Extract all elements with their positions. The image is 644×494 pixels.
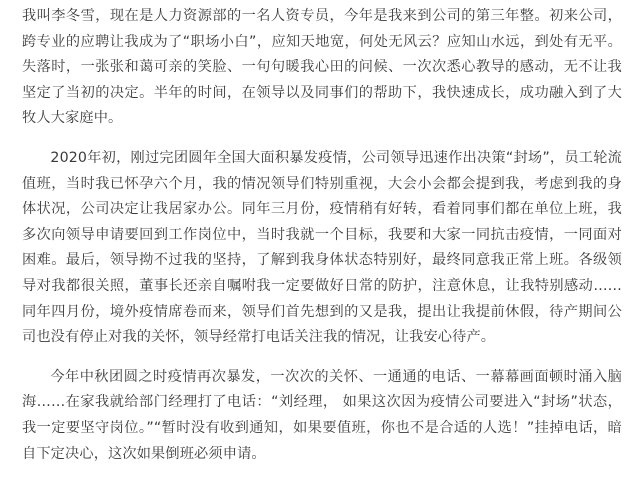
paragraph-3: 今年中秋团圆之时疫情再次暴发，一次次的关怀、一通通的电话、一幕幕画面顿时涌入脑海……在家我就给部门经理打了电话：“刘经理， 如果这次因为疫情公司要进入“封场”状态，我一定要坚守岗位。”“暂时没有收到通知，如果要值班，你也不是合适的人选！”挂掉电话，暗自下定决心，这次如果倒班必须申请。 [22, 368, 622, 462]
paragraph-1: 我叫李冬雪，现在是人力资源部的一名人资专员，今年是我来到公司的第三年整。初来公司，跨专业的应聘让我成为了“职场小白”，应知天地宽，何处无风云？应知山水远，到处有无平。失落时，一张张和蔼可亲的笑脸、一句句暖我心田的问候、一次次悉心教导的感动，无不让我坚定了当初的决定。半年的时间，在领导以及同事们的帮助下，我快速成长，成功融入到了大牧人大家庭中。 [22, 8, 622, 127]
paragraph-2: 2020年初，刚过完团圆年全国大面积暴发疫情，公司领导迅速作出决策“封场”，员工轮流值班，当时我已怀孕六个月，我的情况领导们特别重视，大会小会都会提到我，考虑到我的身体状况，公司决定让我居家办公。同年三月份，疫情稍有好转，看着同事们都在单位上班，我多次向领导申请要回到工作岗位中，当时我就一个目标，我要和大家一同抗击疫情，一同面对困难。最后，领导拗不过我的坚持，了解到我身体状态特别好，最终同意我正常上班。各级领导对我都很关照，董事长还亲自嘱咐我一定要做好日常的防护，注意休息，让我特别感动……同年四月份，境外疫情席卷而来，领导们首先想到的又是我，提出让我提前休假，待产期间公司也没有停止对我的关怀，领导经常打电话关注我的情况，让我安心待产。 [22, 149, 622, 346]
